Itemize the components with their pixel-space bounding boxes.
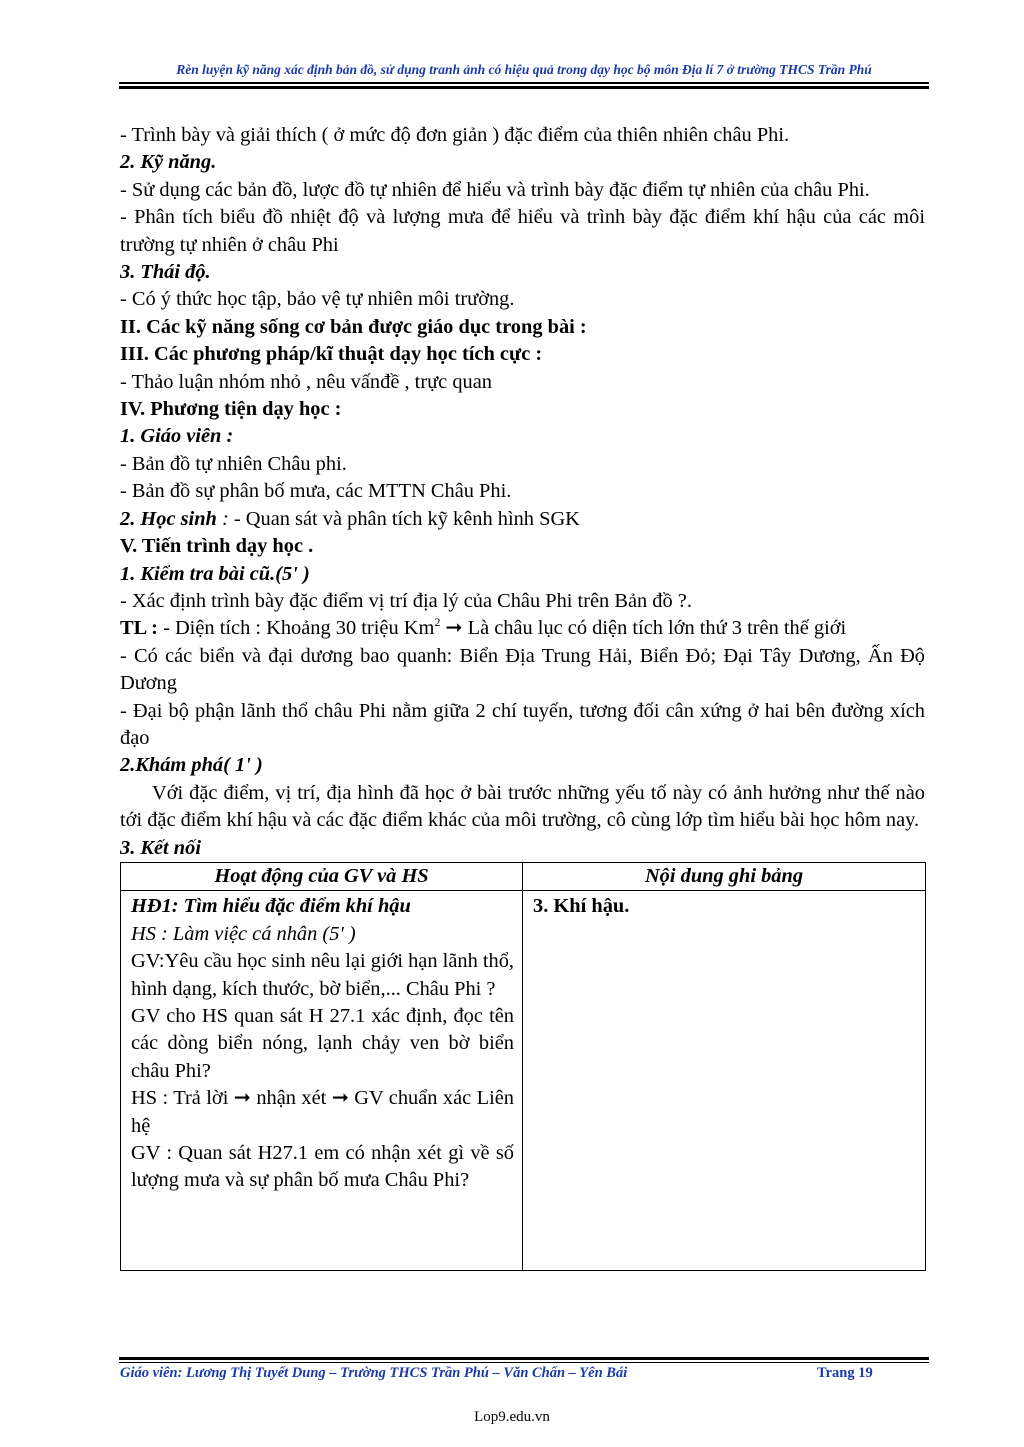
footer-rule-thin bbox=[119, 1362, 929, 1363]
heading-connect: 3. Kết nối bbox=[120, 836, 202, 859]
table-header-activity: Hoạt động của GV và HS bbox=[121, 862, 523, 890]
heading-explore: 2.Khám phá( 1' ) bbox=[120, 754, 263, 777]
heading-teacher: 1. Giáo viên : bbox=[120, 425, 234, 448]
header-rule-thick bbox=[119, 86, 929, 89]
footer-page-number: Trang 19 bbox=[817, 1365, 873, 1381]
hd1-title: HĐ1: Tìm hiểu đặc điểm khí hậu bbox=[131, 895, 411, 918]
content-cell bbox=[523, 891, 926, 1271]
teacher-aid-1: - Bản đồ tự nhiên Châu phi. bbox=[120, 452, 347, 475]
hd1-task: HS : Làm việc cá nhân (5' ) bbox=[131, 922, 356, 945]
document-body bbox=[120, 122, 925, 1271]
table-header-row bbox=[121, 862, 926, 890]
heading-review: 1. Kiểm tra bài cũ.(5' ) bbox=[120, 562, 310, 585]
answer-area-text: - Diện tích : Khoảng 30 triệu Km bbox=[157, 617, 435, 640]
activity-cell bbox=[121, 891, 523, 1271]
hs-answer bbox=[131, 1085, 514, 1140]
activity-table bbox=[120, 862, 926, 1271]
hs-answer-b: nhận xét bbox=[250, 1087, 332, 1110]
heading-life-skills: II. Các kỹ năng sống cơ bản được giáo dục trong bài : bbox=[120, 315, 587, 338]
running-header: Rèn luyện kỹ năng xác định bản đồ, sử dụng tranh ảnh có hiệu quả trong dạy học bộ môn Địa lí 7 ở trường THCS Trần Phú bbox=[176, 62, 872, 77]
table-row bbox=[121, 891, 926, 1271]
student-aid-line bbox=[120, 506, 925, 533]
footer-author: Giáo viên: Lương Thị Tuyết Dung – Trường THCS Trần Phú – Văn Chấn – Yên Bái bbox=[120, 1365, 628, 1381]
gv-question-1: GV:Yêu cầu học sinh nêu lại giới hạn lãnh thổ, hình dạng, kích thước, bờ biển,... Châu Phi ? bbox=[131, 950, 515, 1000]
heading-procedure: V. Tiến trình dạy học . bbox=[120, 535, 314, 558]
attitude-item: - Có ý thức học tập, bảo vệ tự nhiên môi trường. bbox=[120, 288, 515, 311]
arrow-icon: ➞ bbox=[233, 1087, 251, 1110]
student-aid-text: - Quan sát và phân tích kỹ kênh hình SGK bbox=[228, 507, 580, 530]
skill-item-maps: - Sử dụng các bản đồ, lược đồ tự nhiên để hiểu và trình bày đặc điểm tự nhiên của châu Phi. bbox=[120, 178, 870, 201]
gv-question-3: GV : Quan sát H27.1 em có nhận xét gì về số lượng mưa và sự phân bố mưa Châu Phi? bbox=[131, 1142, 514, 1192]
heading-student: 2. Học sinh bbox=[120, 507, 217, 530]
heading-teaching-aids: IV. Phương tiện dạy học : bbox=[120, 398, 342, 421]
teacher-aid-2: - Bản đồ sự phân bố mưa, các MTTN Châu Phi. bbox=[120, 480, 512, 503]
objective-line: - Trình bày và giải thích ( ở mức độ đơn giản ) đặc điểm của thiên nhiên châu Phi. bbox=[120, 124, 790, 146]
answer-rank-text: Là châu lục có diện tích lớn thứ 3 trên thế giới bbox=[467, 617, 847, 640]
answer-tropics: - Đại bộ phận lãnh thổ châu Phi nằm giữa 2 chí tuyến, tương đối cân xứng ở hai bên đường xích đạo bbox=[120, 699, 925, 749]
review-question: - Xác định trình bày đặc điểm vị trí địa lý của Châu Phi trên Bản đồ ?. bbox=[120, 589, 692, 612]
hs-answer-c: GV chuẩn xác Liên hệ bbox=[131, 1087, 515, 1137]
site-watermark bbox=[0, 1409, 924, 1426]
methods-item: - Thảo luận nhóm nhỏ , nêu vấnđề , trực quan bbox=[120, 370, 492, 393]
header-rule-thin bbox=[119, 82, 929, 84]
answer-seas: - Có các biển và đại dương bao quanh: Biển Địa Trung Hải, Biển Đỏ; Đại Tây Dương, Ấn Độ Dương bbox=[120, 644, 925, 695]
skill-item-charts: - Phân tích biểu đồ nhiệt độ và lượng mưa để hiểu và trình bày đặc điểm khí hậu của các môi trường tự nhiên ở châu Phi bbox=[120, 206, 925, 256]
hs-answer-a: HS : Trả lời bbox=[131, 1087, 234, 1110]
site-text: Lop9.edu.vn bbox=[474, 1409, 550, 1425]
heading-attitude: 3. Thái độ. bbox=[120, 261, 211, 284]
table-header-content: Nội dung ghi bảng bbox=[523, 862, 926, 890]
answer-label: TL : bbox=[120, 617, 158, 640]
gv-question-2: GV cho HS quan sát H 27.1 xác định, đọc tên các dòng biển nóng, lạnh chảy ven bờ biển châu Phi? bbox=[131, 1005, 514, 1082]
superscript-2: 2 bbox=[434, 615, 441, 630]
arrow-icon: ➞ bbox=[331, 1087, 349, 1110]
heading-skills: 2. Kỹ năng. bbox=[120, 151, 217, 174]
student-colon: : bbox=[216, 507, 229, 530]
explore-paragraph: Với đặc điểm, vị trí, địa hình đã học ở bài trước những yếu tố này có ảnh hưởng như thế nào tới đặc điểm khí hậu và các đặc điểm khác của môi trường, cô cùng lớp tìm hiểu bài học hôm nay. bbox=[120, 781, 925, 832]
arrow-icon: ➞ bbox=[440, 617, 468, 640]
footer-rule-thick bbox=[119, 1357, 929, 1360]
answer-area bbox=[120, 615, 925, 642]
heading-methods: III. Các phương pháp/kĩ thuật dạy học tích cực : bbox=[120, 343, 543, 366]
content-title: 3. Khí hậu. bbox=[533, 895, 630, 918]
